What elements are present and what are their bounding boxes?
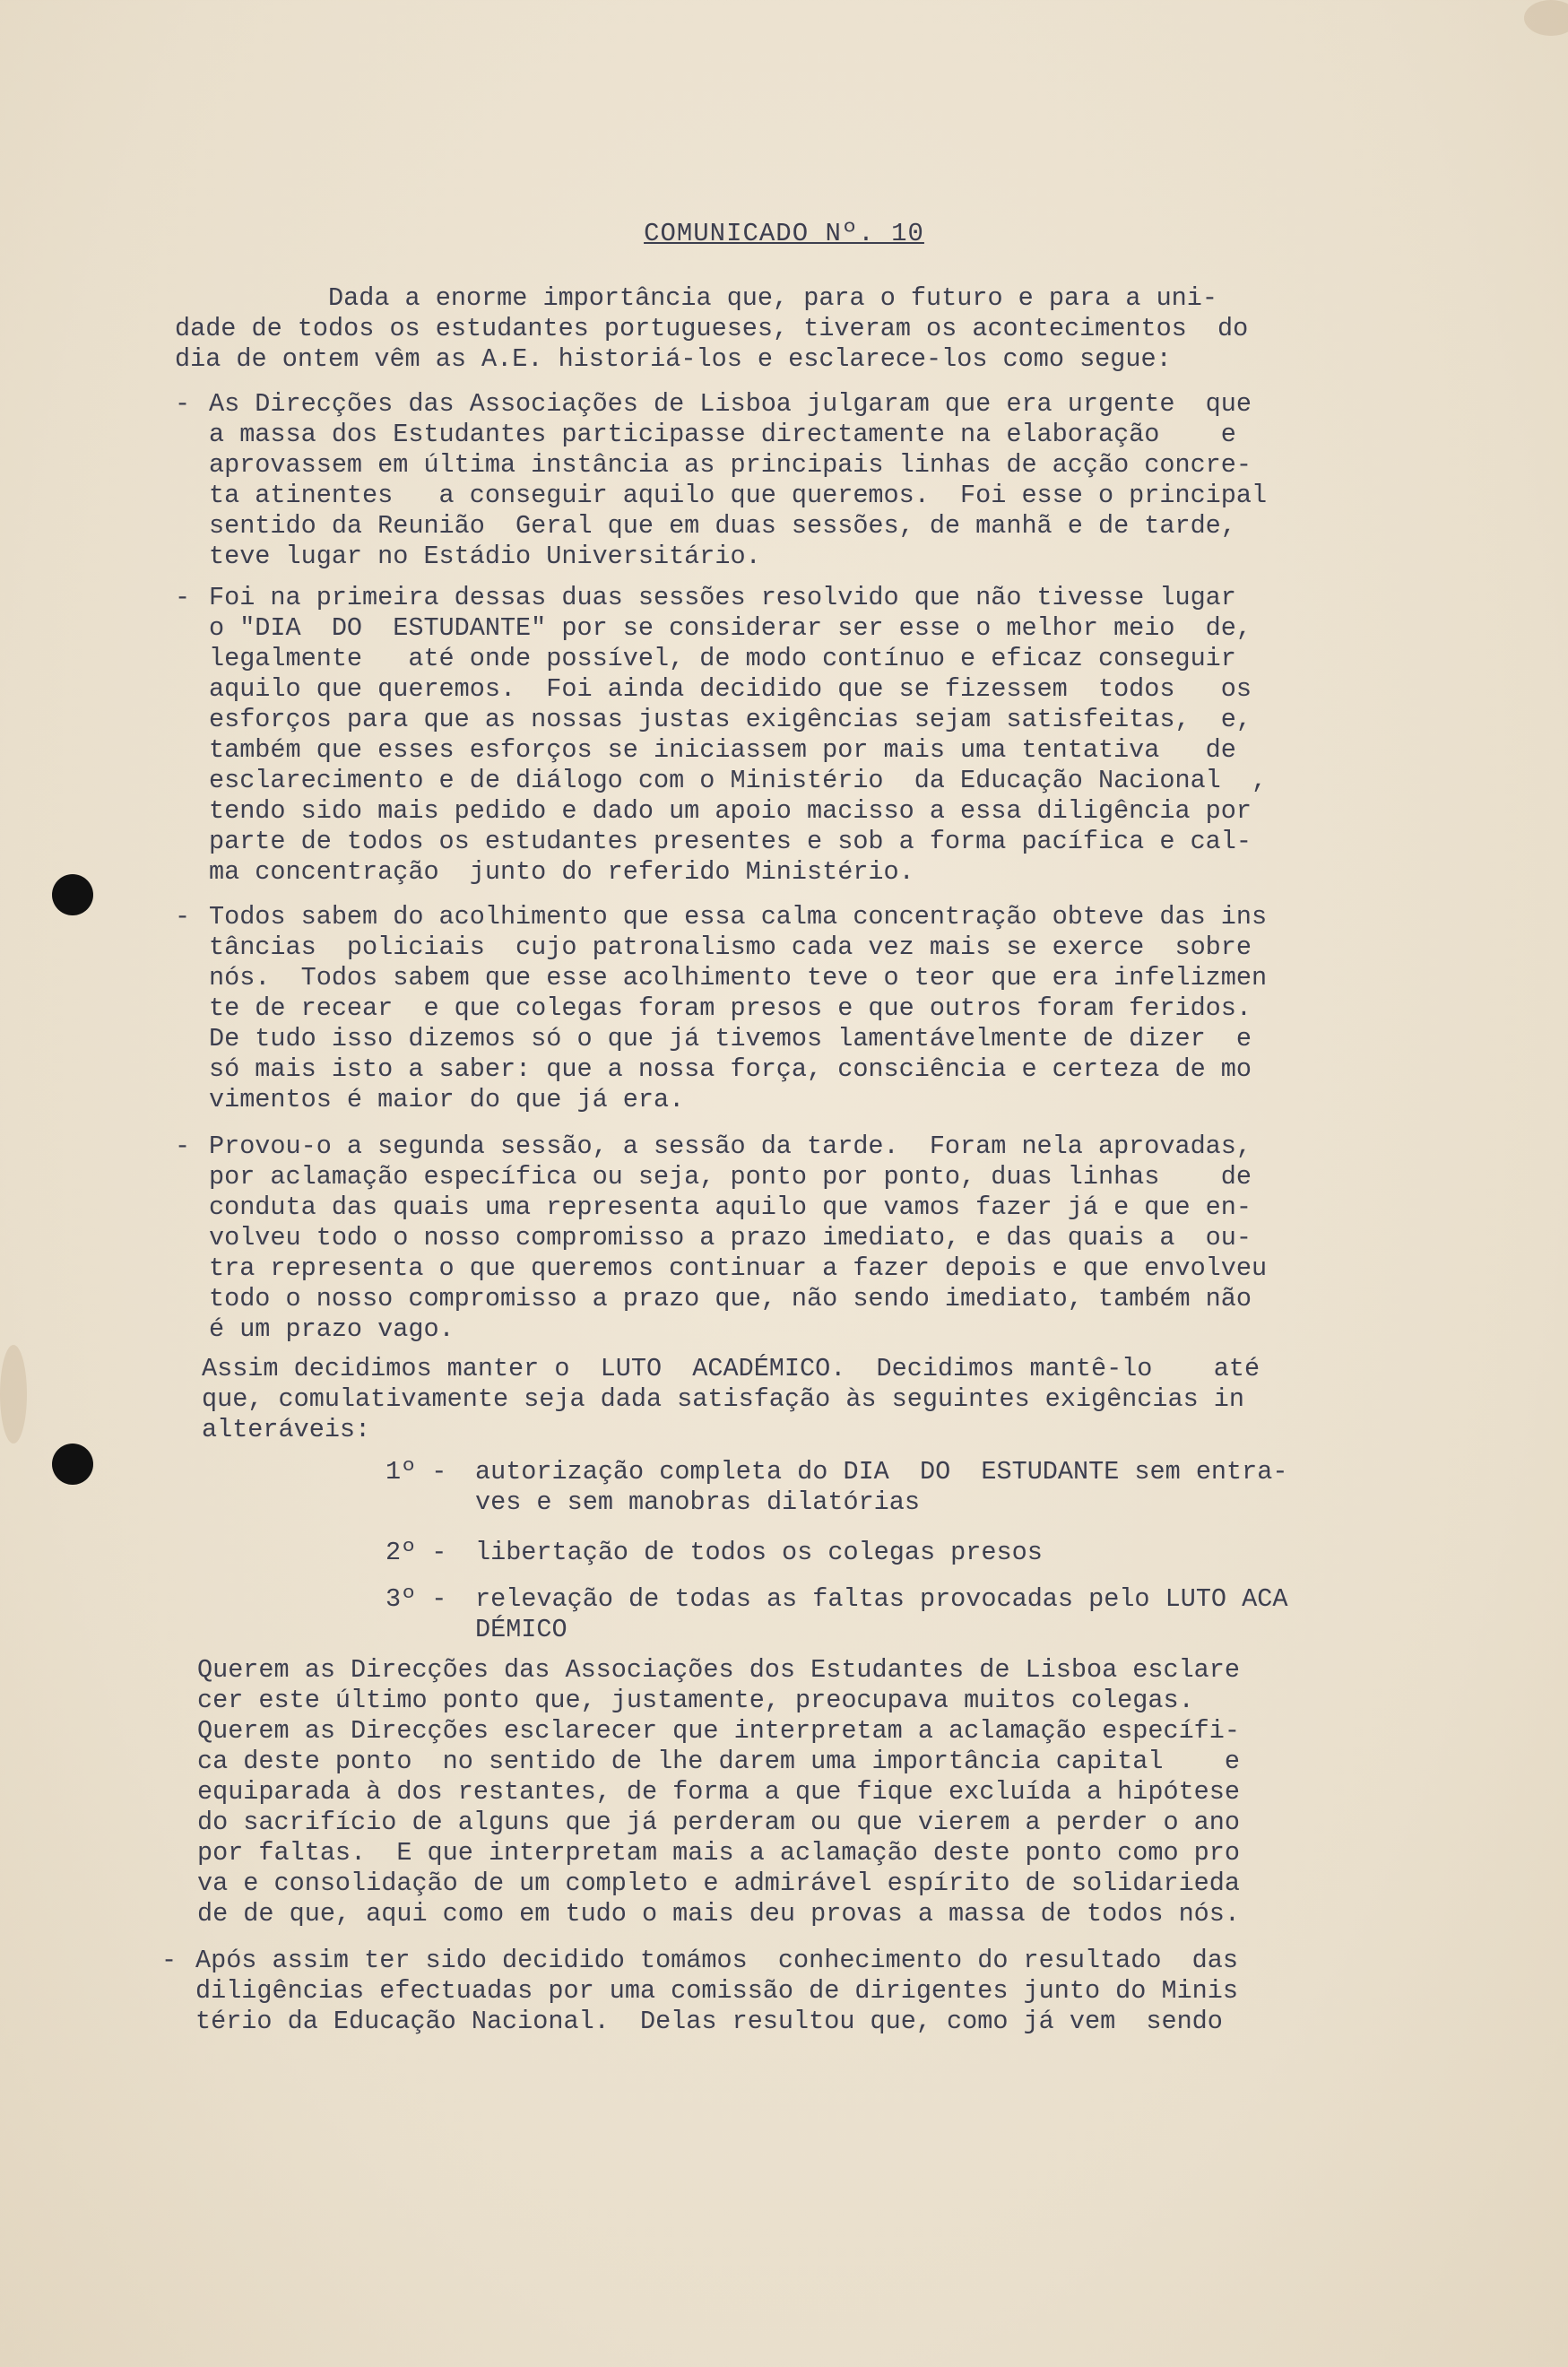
text-line: o "DIA DO ESTUDANTE" por se considerar ser esse o melhor meio de, [209, 613, 1252, 643]
text-line: aprovassem em última instância as principais linhas de acção concre- [209, 450, 1252, 480]
text-line: por faltas. E que interpretam mais a aclamação deste ponto como pro [197, 1838, 1240, 1868]
text-line: conduta das quais uma representa aquilo que vamos fazer já e que en- [209, 1192, 1252, 1222]
punch-hole-bottom [52, 1444, 93, 1485]
bullet-dash: - [175, 902, 191, 932]
paper-stain [1524, 0, 1568, 36]
bullet-body [209, 902, 1267, 1115]
punch-hole-top [52, 874, 93, 915]
text-line: Todos sabem do acolhimento que essa calma concentração obteve das ins [209, 902, 1268, 932]
text-line: vimentos é maior do que já era. [209, 1085, 685, 1114]
text-line: libertação de todos os colegas presos [475, 1538, 1043, 1567]
bullet-dash: - [175, 1131, 191, 1161]
demand-number: 3º - [386, 1584, 447, 1614]
clarification-paragraph [197, 1655, 1240, 1929]
text-line: tra representa o que queremos continuar a fazer depois e que envolveu [209, 1253, 1268, 1283]
text-line: Querem as Direcções das Associações dos Estudantes de Lisboa esclare [197, 1655, 1240, 1685]
text-line: diligências efectuadas por uma comissão de dirigentes junto do Minis [195, 1976, 1238, 2006]
text-line: também que esses esforços se iniciassem por mais uma tentativa de [209, 735, 1236, 765]
text-line: equiparada à dos restantes, de forma a que fique excluída a hipótese [197, 1777, 1240, 1807]
text-line: tâncias policiais cujo patronalismo cada vez mais se exerce sobre [209, 932, 1252, 962]
text-line: Provou-o a segunda sessão, a sessão da tarde. Foram nela aprovadas, [209, 1131, 1252, 1161]
paper-stain [0, 1345, 27, 1444]
text-line: Querem as Direcções esclarecer que interpretam a aclamação específi- [197, 1716, 1240, 1746]
demand-number: 2º - [386, 1538, 447, 1567]
text-line: ma concentração junto do referido Ministério. [209, 857, 914, 887]
decision-paragraph [202, 1354, 1260, 1445]
text-line: dia de ontem vêm as A.E. historiá-los e esclarece-los como segue: [175, 344, 1172, 374]
text-line: DÉMICO [475, 1615, 567, 1644]
text-line: por aclamação específica ou seja, ponto por ponto, duas linhas de [209, 1162, 1252, 1192]
text-line: relevação de todas as faltas provocadas pelo LUTO ACA [475, 1584, 1288, 1614]
text-line: de de que, aqui como em tudo o mais deu provas a massa de todos nós. [197, 1899, 1240, 1929]
text-line: a massa dos Estudantes participasse directamente na elaboração e [209, 420, 1236, 449]
text-line: nós. Todos sabem que esse acolhimento teve o teor que era infelizmen [209, 963, 1268, 993]
text-line: esforços para que as nossas justas exigências sejam satisfeitas, e, [209, 705, 1252, 734]
bullet-dash: - [175, 583, 191, 612]
text-line: De tudo isso dizemos só o que já tivemos lamentávelmente de dizer e [209, 1024, 1252, 1053]
demand-number: 1º - [386, 1457, 447, 1487]
bullet-body [195, 1946, 1238, 2037]
text-line: dade de todos os estudantes portugueses, tiveram os acontecimentos do [175, 314, 1249, 343]
bullet-body [209, 389, 1267, 572]
text-line: sentido da Reunião Geral que em duas sessões, de manhã e de tarde, [209, 511, 1236, 541]
text-line: Assim decidimos manter o LUTO ACADÉMICO. Decidimos mantê-lo até [202, 1354, 1260, 1383]
text-line: alteráveis: [202, 1415, 371, 1444]
bullet-body [209, 1131, 1267, 1345]
text-line: As Direcções das Associações de Lisboa julgaram que era urgente que [209, 389, 1252, 419]
text-line: que, comulativamente seja dada satisfação às seguintes exigências in [202, 1384, 1244, 1414]
text-line: va e consolidação de um completo e admirável espírito de solidarieda [197, 1868, 1240, 1898]
intro-paragraph [175, 283, 1248, 375]
bullet-dash: - [175, 389, 191, 419]
text-line: só mais isto a saber: que a nossa força, consciência e certeza de mo [209, 1054, 1252, 1084]
text-line: aquilo que queremos. Foi ainda decidido que se fizessem todos os [209, 674, 1252, 704]
text-line: esclarecimento e de diálogo com o Ministério da Educação Nacional , [209, 766, 1268, 795]
text-line: do sacrifício de alguns que já perderam ou que vierem a perder o ano [197, 1808, 1240, 1837]
text-line: Dada a enorme importância que, para o futuro e para a uni- [175, 283, 1217, 313]
text-line: ca deste ponto no sentido de lhe darem uma importância capital e [197, 1747, 1240, 1776]
text-line: todo o nosso compromisso a prazo que, não sendo imediato, também não [209, 1284, 1252, 1314]
bullet-dash: - [161, 1946, 178, 1975]
text-line: Após assim ter sido decidido tomámos conhecimento do resultado das [195, 1946, 1238, 1975]
text-line: legalmente até onde possível, de modo contínuo e eficaz conseguir [209, 644, 1236, 673]
text-line: tério da Educação Nacional. Delas resultou que, como já vem sendo [195, 2007, 1223, 2036]
text-line: teve lugar no Estádio Universitário. [209, 542, 761, 571]
text-line: ves e sem manobras dilatórias [475, 1487, 920, 1517]
text-line: cer este último ponto que, justamente, preocupava muitos colegas. [197, 1686, 1194, 1715]
text-line: tendo sido mais pedido e dado um apoio macisso a essa diligência por [209, 796, 1252, 826]
text-line: te de recear e que colegas foram presos e que outros foram feridos. [209, 993, 1252, 1023]
document-title: COMUNICADO Nº. 10 [644, 219, 924, 248]
text-line: ta atinentes a conseguir aquilo que queremos. Foi esse o principal [209, 481, 1268, 510]
text-line: volveu todo o nosso compromisso a prazo imediato, e das quais a ou- [209, 1223, 1252, 1253]
text-line: parte de todos os estudantes presentes e sob a forma pacífica e cal- [209, 827, 1252, 856]
text-line: Foi na primeira dessas duas sessões resolvido que não tivesse lugar [209, 583, 1236, 612]
text-line: autorização completa do DIA DO ESTUDANTE sem entra- [475, 1457, 1288, 1487]
bullet-body [209, 583, 1267, 888]
text-line: é um prazo vago. [209, 1314, 455, 1344]
